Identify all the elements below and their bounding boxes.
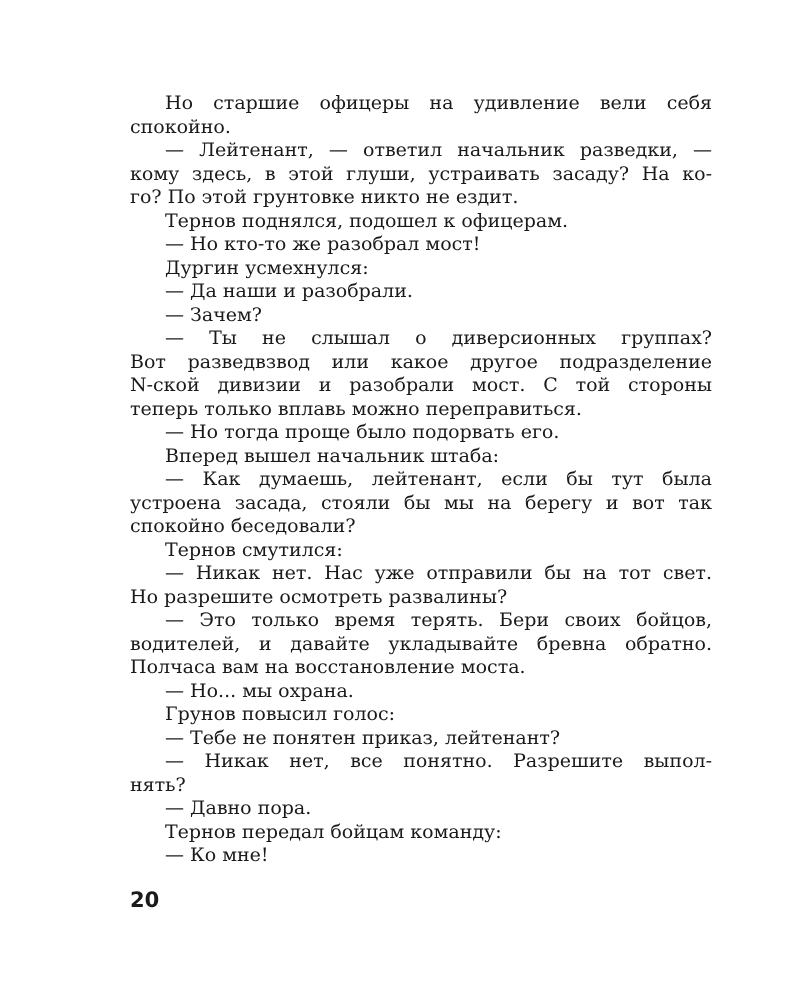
- text-line: нять?: [130, 773, 186, 796]
- text-line: Вперед вышел начальник штаба:: [165, 444, 500, 467]
- text-line: Грунов повысил голос:: [165, 703, 396, 725]
- text-line: Тернов смутился:: [165, 538, 343, 561]
- text-line: устроена засада, стояли бы мы на берегу и вот так: [130, 491, 712, 514]
- text-line: N-ской дивизии и разобрали мост. С той стороны: [130, 374, 712, 396]
- text-line: спокойно беседовали?: [130, 515, 356, 537]
- text-line: — Никак нет, все понятно. Разрешите выпол-: [165, 750, 712, 772]
- text-line: — Но тогда проще было подорвать его.: [165, 421, 560, 443]
- body-text: [130, 92, 712, 868]
- text-line: Дургин усмехнулся:: [165, 256, 369, 279]
- page-number: 20: [130, 888, 160, 912]
- text-line: — Как думаешь, лейтенант, если бы тут была: [165, 468, 712, 490]
- text-line: — Ты не слышал о диверсионных группах?: [165, 327, 712, 349]
- text-line: — Никак нет. Нас уже отправили бы на тот свет.: [165, 562, 712, 584]
- text-line: Вот разведвзвод или какое другое подразделение: [130, 350, 712, 373]
- text-line: Тернов поднялся, подошел к офицерам.: [165, 209, 569, 232]
- text-line: — Но... мы охрана.: [165, 679, 354, 702]
- text-line: Но старшие офицеры на удивление вели себя: [165, 92, 712, 114]
- text-line: — Ко мне!: [165, 844, 269, 866]
- text-line: Но разрешите осмотреть развалины?: [130, 585, 508, 608]
- text-line: кому здесь, в этой глуши, устраивать засаду? На ко-: [130, 162, 712, 185]
- text-line: — Зачем?: [165, 303, 262, 326]
- text-line: — Лейтенант, — ответил начальник разведки, —: [165, 139, 712, 161]
- text-line: — Давно пора.: [165, 797, 312, 819]
- text-line: го? По этой грунтовке никто не ездит.: [130, 186, 519, 208]
- text-line: — Тебе не понятен приказ, лейтенант?: [165, 726, 561, 749]
- text-line: Полчаса вам на восстановление моста.: [130, 656, 526, 678]
- text-line: — Да наши и разобрали.: [165, 280, 413, 302]
- text-line: Тернов передал бойцам команду:: [165, 820, 502, 843]
- text-line: — Это только время терять. Бери своих бойцов,: [165, 609, 712, 631]
- text-line: теперь только вплавь можно переправиться.: [130, 397, 582, 420]
- text-line: водителей, и давайте укладывайте бревна обратно.: [130, 632, 712, 655]
- text-line: — Но кто-то же разобрал мост!: [165, 233, 481, 255]
- text-line: спокойно.: [130, 115, 231, 138]
